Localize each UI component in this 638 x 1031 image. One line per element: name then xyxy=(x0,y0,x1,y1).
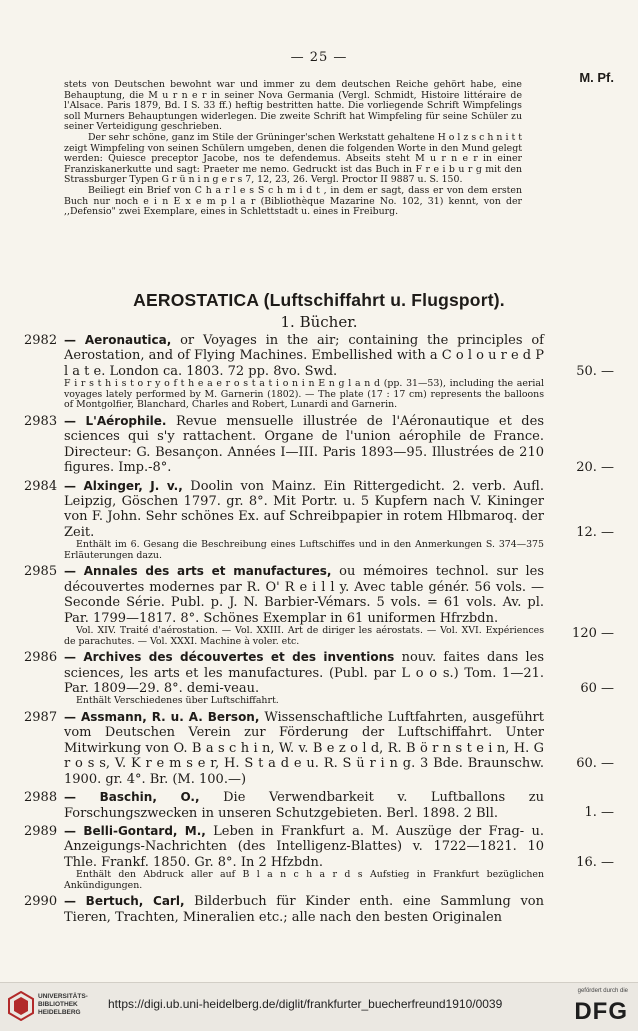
entry-number: 2987 xyxy=(24,710,58,726)
catalog-entry xyxy=(24,824,614,891)
entry-description: Leben in Frankfurt a. M. Auszüge der Frag- u. Anzeigungs-Nachrichten (des Intelligenz-Blattes) v. 1722—1821. 10 Thle. Frankf. 1850. Gr. 8°. In 2 Hfzbdn. xyxy=(64,823,544,870)
entry-description: ou mémoires technol. sur les découvertes modernes par R. O' R e i l l y. Avec table génér. 56 vols. — Seconde Série. Publ. p. J. N. Barbier-Vémars. 5 vols. = 61 vols. Av. pl. Par. 1799—1817. 8°. Schönes Exemplar in 61 uniformen Hfrzbdn. xyxy=(64,564,544,626)
running-heading: M. Pf. xyxy=(579,70,614,85)
funding-caption: gefördert durch die xyxy=(577,988,628,994)
entry-price: 20. — xyxy=(576,460,614,475)
entry-price: 1. — xyxy=(584,805,614,821)
entry-author: — Archives des découvertes et des inventions xyxy=(64,650,395,665)
institution-name: UNIVERSITÄTS- BIBLIOTHEK HEIDELBERG xyxy=(38,993,88,1016)
catalog-entry xyxy=(24,479,614,562)
entry-text xyxy=(64,824,544,870)
intro-paragraph-1: stets von Deutschen bewohnt war und immer zu dem deutschen Reiche gehört habe, eine Behauptung, die M u r n e r in seiner Nova Germania (Vergl. Schmidt, Histoire littéraire de l'Alsace. Paris 1879, Bd. I S. 33 ff.) heftig bestritten hatte. Die vorliegende Schrift Wimpfelings soll Murners Behauptungen widerlegen. Die zweite Schrift hat Wimpfeling für seine Schüler zu seiner Verteidigung geschrieben. xyxy=(64,79,522,133)
entry-number: 2989 xyxy=(24,823,58,839)
page-number: — 25 — xyxy=(290,50,348,65)
entry-number: 2984 xyxy=(24,478,58,494)
entry-number: 2982 xyxy=(24,333,58,348)
entry-price: 60. — xyxy=(576,756,614,772)
entry-description: Wissenschaftliche Luftfahrten, ausgeführt vom Deutschen Verein zur Förderung der Luftschiffahrt. Unter Mitwirkung von O. B a s c h i n, W. v. B e z o l d, R. B ö r n s t e i n, H. G r o s s, V. K r e m s e r, H. S t a d e u. R. S ü r i n g. 3 Bde. Braunschw. 1900. gr. 4°. Br. (M. 100.—) xyxy=(64,710,544,787)
dfg-logo: DFG xyxy=(574,998,628,1025)
entry-number: 2990 xyxy=(24,894,58,910)
entry-author: — Assmann, R. u. A. Berson, xyxy=(64,710,260,725)
entry-author: — Baschin, O., xyxy=(64,790,200,805)
entry-price: 12. — xyxy=(576,524,614,540)
university-library-logo-icon xyxy=(8,991,34,1021)
catalog-entry xyxy=(24,790,614,821)
entry-number: 2983 xyxy=(24,414,58,429)
entry-author: — Annales des arts et manufactures, xyxy=(64,564,332,579)
entry-note: F i r s t h i s t o r y o f t h e a e r o s t a t i o n i n E n g l a n d (pp. 31—53), including the aerial voyages lately performed by M. Garnerin (1802). — The plate (17 : 17 cm) represents the balloons of Montgolfier, Blanchard, Charles and Robert, Lunardi and Garnerin. xyxy=(64,378,544,411)
entry-note: Enthält Verschiedenes über Luftschiffahrt. xyxy=(76,695,279,707)
intro-paragraph-2: Der sehr schöne, ganz im Stile der Grüninger'schen Werkstatt gehaltene H o l z s c h n i t t zeigt Wimpfeling von seinen Schülern umgeben, denen die folgenden Worte in den Mund gelegt werden: Quiesce preceptor Jacobe, nos te defendemus. Abseits steht M u r n e r in einer Franziskanerkutte und sagt: Praeter me nemo. Gedruckt ist das Buch in F r e i b u r g mit den Strassburger Typen G r ü n i n g e r s 7, 12, 23, 26. Vergl. Proctor II 9887 u. S. 150. xyxy=(64,131,522,186)
entry-description: Bilderbuch für Kinder enth. eine Sammlung von Tieren, Trachten, Mineralien etc.; alle nach den besten Originalen xyxy=(64,894,544,925)
entry-text xyxy=(64,564,544,626)
catalog-entry xyxy=(24,333,614,411)
entry-number: 2988 xyxy=(24,790,58,806)
entry-note: Vol. XIV. Traité d'aérostation. — Vol. XXIII. Art de diriger les aérostats. — Vol. XVI. Expériences de parachutes. — Vol. XXXI. Machine à voler. etc. xyxy=(64,625,544,647)
entry-description: Die Verwendbarkeit v. Luftballons zu Forschungszwecken in unseren Schutzgebieten. Berl. 1898. 2 Bll. xyxy=(64,790,545,821)
entry-number: 2985 xyxy=(24,564,58,580)
entry-description: Doolin von Mainz. Ein Rittergedicht. 2. verb. Aufl. Leipzig, Göschen 1797. gr. 8°. Mit Portr. u. 5 Kupfern nach V. Kininger von F. John. Sehr schönes Ex. auf Schreibpapier in rotem Hlbmaroq. der Zeit. xyxy=(64,478,544,540)
entry-number: 2986 xyxy=(24,650,58,666)
catalog-entry xyxy=(24,894,614,925)
catalog-entries xyxy=(24,333,614,928)
intro-paragraph-3: Beiliegt ein Brief von C h a r l e s S c h m i d t , in dem er sagt, dass er von dem ersten Buch nur noch e i n E x e m p l a r (Bibliothèque Mazarine No. 102, 31) kennt, von der ,,Defensio" zwei Exemplare, eines in Schlettstadt u. eines in Freiburg. xyxy=(64,184,522,218)
entry-author: — Alxinger, J. v., xyxy=(64,478,183,493)
entry-price: 50. — xyxy=(576,364,614,379)
catalog-entry xyxy=(24,710,614,787)
entry-price: 60 — xyxy=(580,681,614,697)
entry-text xyxy=(64,790,544,821)
catalog-entry xyxy=(24,414,614,476)
catalog-entry xyxy=(24,650,614,707)
entry-price: 16. — xyxy=(576,854,614,870)
entry-description: Revue mensuelle illustrée de l'Aéronautique et des sciences qui s'y rattachent. Organe de l'union aérophile de France. Directeur: G. Besançon. Années I—III. Paris 1893—95. Illustrées de 210 figures. Imp.-8°. xyxy=(64,414,544,476)
entry-description: or Voyages in the air; containing the principles of Aerostation, and of Flying Machines. Embellished with a C o l o u r e d P l a t e. London ca. 1803. 72 pp. 8vo. Swd. xyxy=(64,333,544,379)
entry-text xyxy=(64,479,544,541)
entry-text xyxy=(64,333,544,379)
entry-note: Enthält im 6. Gesang die Beschreibung eines Luftschiffes und in den Anmerkungen S. 374—375 Erläuterungen dazu. xyxy=(64,539,544,561)
entry-author: — Belli-Gontard, M., xyxy=(64,823,206,838)
viewer-footer xyxy=(0,982,638,1031)
entry-note: Enthält den Abdruck aller auf B l a n c h a r d s Aufstieg in Frankfurt bezüglichen Ankündigungen. xyxy=(64,869,544,891)
catalog-entry xyxy=(24,564,614,647)
entry-price: 120 — xyxy=(572,626,614,642)
subsection-title: 1. Bücher. xyxy=(280,313,358,331)
entry-author: — L'Aérophile. xyxy=(64,414,167,428)
entry-author: — Aeronautica, xyxy=(64,333,172,347)
entry-author: — Bertuch, Carl, xyxy=(64,894,185,909)
permalink-url[interactable]: https://digi.ub.uni-heidelberg.de/diglit/frankfurter_buecherfreund1910/0039 xyxy=(108,997,503,1011)
entry-text xyxy=(64,414,544,476)
entry-description: nouv. faites dans les sciences, les arts et les manufactures. (Publ. par L o o s.) Tom. 1—21. Par. 1809—29. 8°. demi-veau. xyxy=(64,650,544,697)
entry-text xyxy=(64,894,544,925)
intro-text xyxy=(64,80,522,218)
entry-text xyxy=(64,650,544,696)
entry-text xyxy=(64,710,544,787)
section-title: AEROSTATICA (Luftschiffahrt u. Flugsport). xyxy=(133,290,505,310)
